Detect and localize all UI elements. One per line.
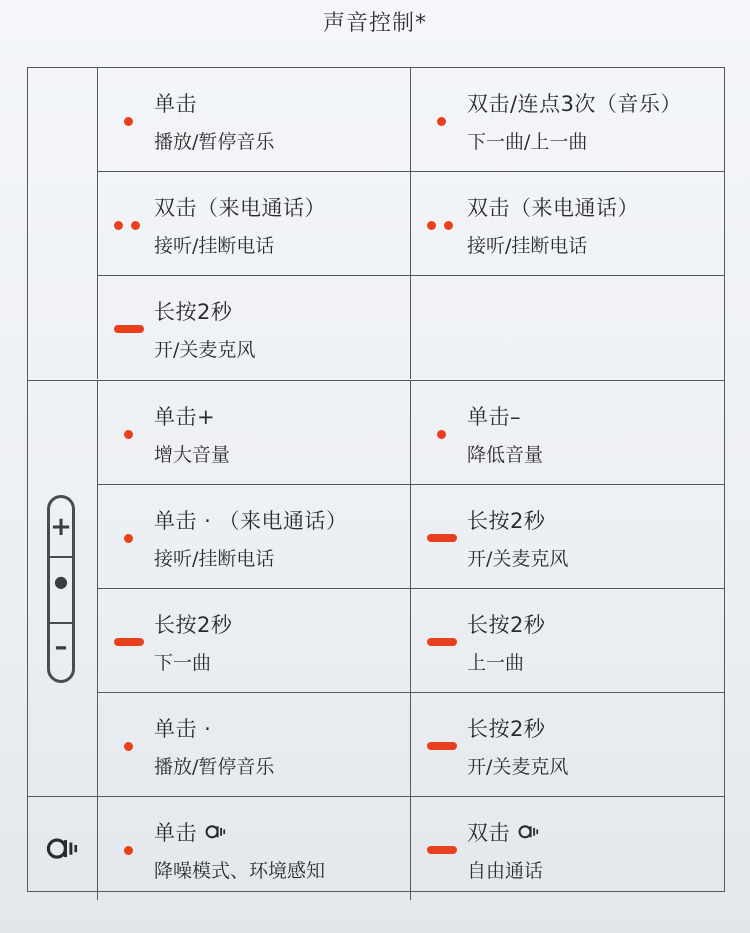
function-label: 接听/挂断电话 xyxy=(154,235,275,257)
control-cell xyxy=(98,693,411,796)
gesture-label: 长按2秒 xyxy=(154,613,233,637)
control-cell xyxy=(98,381,411,484)
gesture-label: 长按2秒 xyxy=(154,300,233,324)
gesture-label: 长按2秒 xyxy=(467,717,546,741)
control-row xyxy=(98,171,724,275)
control-cell xyxy=(411,381,724,484)
function-label: 下一曲/上一曲 xyxy=(467,131,588,153)
control-row xyxy=(98,275,724,379)
control-cell xyxy=(98,589,411,692)
double-tap-marker xyxy=(114,221,123,230)
anc-icon xyxy=(205,823,227,841)
single-tap-marker xyxy=(124,846,133,855)
control-cell xyxy=(98,68,411,171)
group-icon-cell xyxy=(28,68,98,379)
long-press-marker xyxy=(427,742,457,750)
control-row xyxy=(98,484,724,588)
control-cell xyxy=(411,172,724,275)
page-title: 声音控制* xyxy=(322,11,427,36)
control-cell xyxy=(411,68,724,171)
control-group xyxy=(28,68,724,379)
function-label: 降低音量 xyxy=(467,444,544,466)
control-cell xyxy=(411,693,724,796)
control-group xyxy=(28,380,724,796)
long-press-marker xyxy=(427,846,457,854)
gesture-label: 单击+ xyxy=(154,405,216,429)
control-table xyxy=(27,67,725,892)
function-label: 接听/挂断电话 xyxy=(154,548,275,570)
function-label: 播放/暂停音乐 xyxy=(154,131,275,153)
remote-center-symbol: ● xyxy=(54,571,68,591)
gesture-label: 单击– xyxy=(467,405,521,429)
function-label: 增大音量 xyxy=(154,444,231,466)
control-row xyxy=(98,588,724,692)
function-label: 播放/暂停音乐 xyxy=(154,756,275,778)
control-row xyxy=(98,381,724,484)
long-press-marker xyxy=(114,325,144,333)
control-cell xyxy=(411,797,724,900)
long-press-marker xyxy=(114,638,144,646)
gesture-label: 双击/连点3次（音乐） xyxy=(467,92,682,116)
double-tap-marker xyxy=(444,221,453,230)
single-tap-marker xyxy=(124,430,133,439)
control-row xyxy=(98,692,724,796)
double-tap-marker xyxy=(427,221,436,230)
long-press-marker xyxy=(427,534,457,542)
group-icon-cell xyxy=(28,797,98,900)
function-label: 降噪模式、环境感知 xyxy=(154,860,326,882)
function-label: 自由通话 xyxy=(467,860,544,882)
group-icon-cell xyxy=(28,381,98,796)
control-cell xyxy=(98,797,411,900)
control-row xyxy=(98,797,724,900)
single-tap-marker xyxy=(437,430,446,439)
gesture-label: 长按2秒 xyxy=(467,509,546,533)
remote-divider xyxy=(50,556,72,558)
control-cell xyxy=(98,485,411,588)
function-label: 接听/挂断电话 xyxy=(467,235,588,257)
function-label: 开/关麦克风 xyxy=(467,548,569,570)
function-label: 下一曲 xyxy=(154,652,212,674)
gesture-label: 长按2秒 xyxy=(467,613,546,637)
control-row xyxy=(98,68,724,171)
control-cell xyxy=(411,589,724,692)
double-tap-marker xyxy=(131,221,140,230)
gesture-label: 双击 xyxy=(467,817,540,847)
inline-remote-icon xyxy=(47,495,75,683)
anc-icon xyxy=(518,823,540,841)
anc-icon xyxy=(46,835,80,862)
single-tap-marker xyxy=(124,742,133,751)
single-tap-marker xyxy=(124,117,133,126)
gesture-label: 单击 xyxy=(154,817,227,847)
control-cell xyxy=(411,276,724,379)
remote-minus-symbol: – xyxy=(54,631,68,662)
control-group xyxy=(28,796,724,900)
gesture-label: 双击（来电通话） xyxy=(467,196,639,220)
function-label: 上一曲 xyxy=(467,652,525,674)
function-label: 开/关麦克风 xyxy=(154,339,256,361)
long-press-marker xyxy=(427,638,457,646)
control-cell xyxy=(98,172,411,275)
single-tap-marker xyxy=(124,534,133,543)
gesture-label: 单击 · xyxy=(154,717,212,741)
remote-plus-symbol: + xyxy=(50,511,72,542)
remote-divider xyxy=(50,622,72,624)
gesture-label: 单击 · （来电通话） xyxy=(154,509,348,533)
function-label: 开/关麦克风 xyxy=(467,756,569,778)
gesture-label: 单击 xyxy=(154,92,197,116)
control-cell xyxy=(98,276,411,379)
single-tap-marker xyxy=(437,117,446,126)
gesture-label: 双击（来电通话） xyxy=(154,196,326,220)
control-cell xyxy=(411,485,724,588)
